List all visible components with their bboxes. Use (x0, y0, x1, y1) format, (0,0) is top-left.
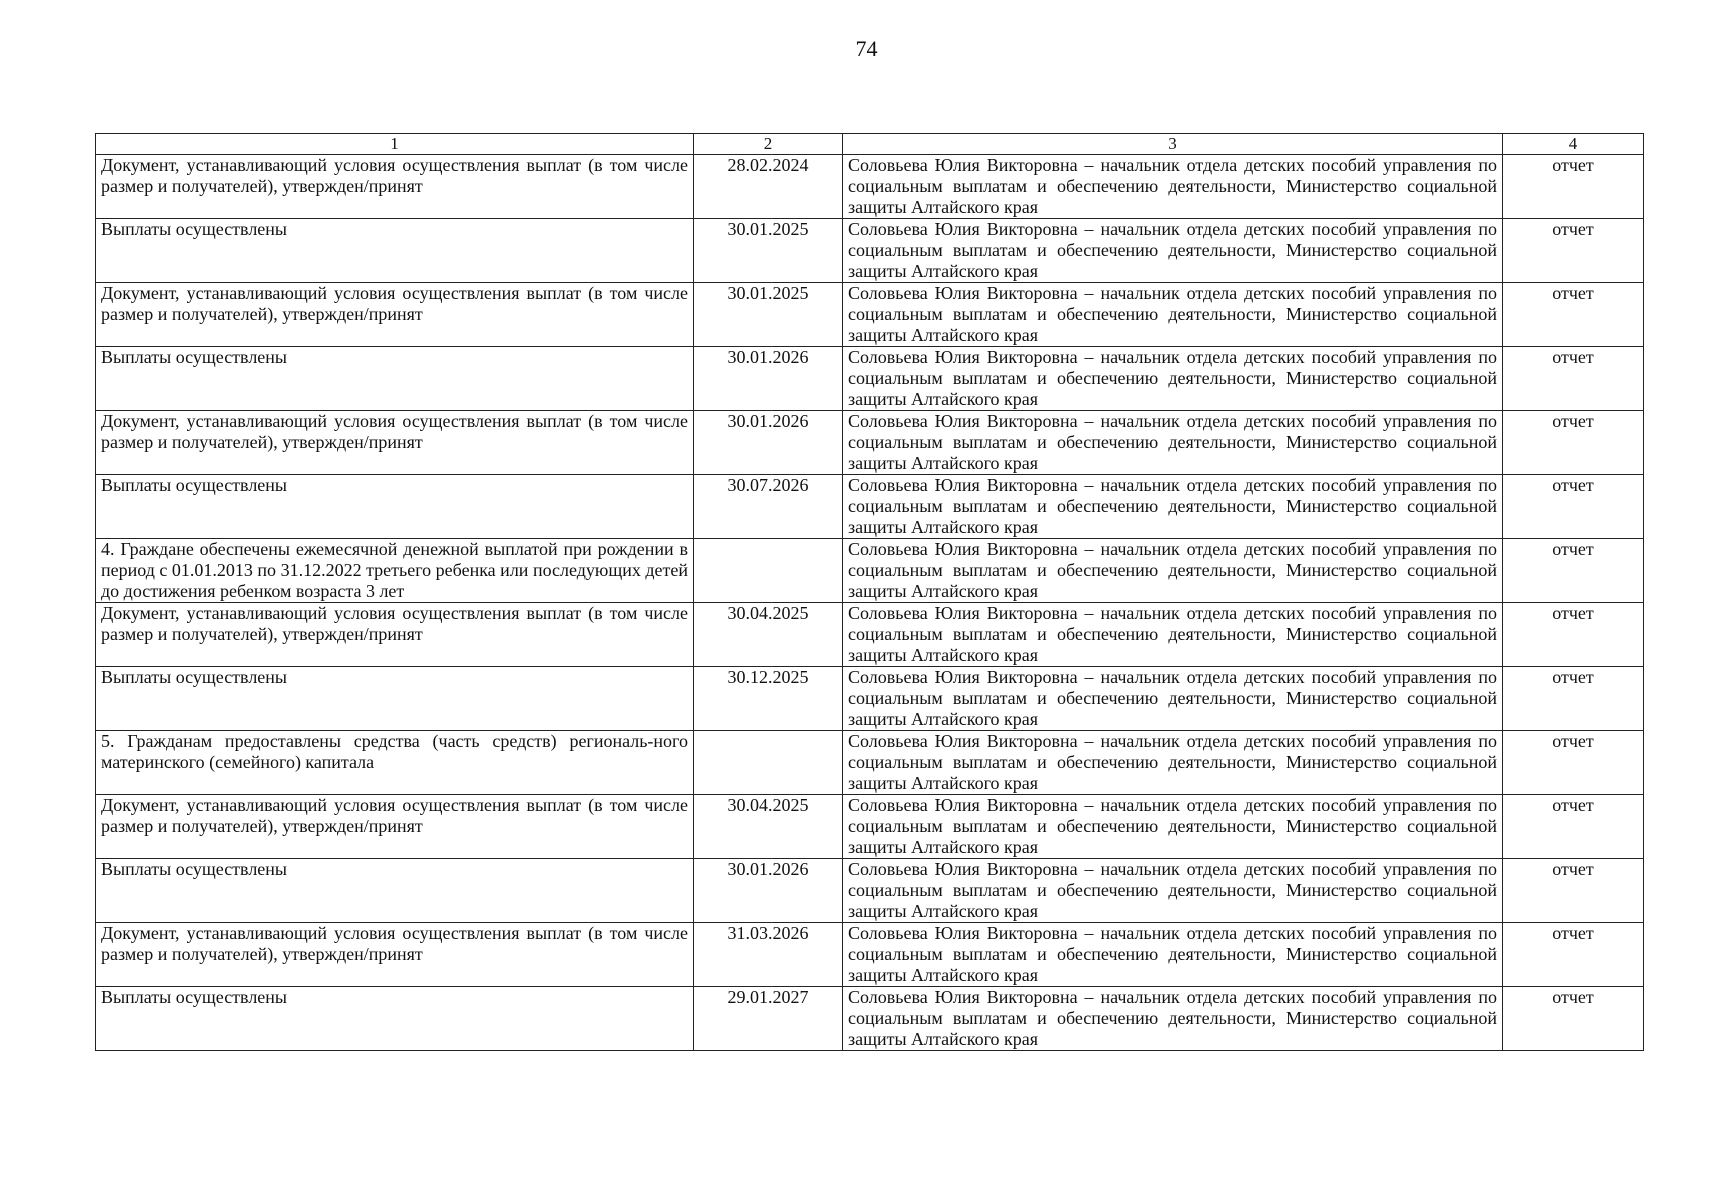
event-cell: Выплаты осуществлены (96, 475, 694, 539)
table-row (96, 731, 1644, 795)
header-cell-3: 3 (843, 134, 1503, 155)
header-cell-1: 1 (96, 134, 694, 155)
date-cell: 29.01.2027 (694, 987, 843, 1051)
date-cell: 30.04.2025 (694, 795, 843, 859)
table-row (96, 155, 1644, 219)
date-cell: 30.01.2026 (694, 347, 843, 411)
table-row (96, 795, 1644, 859)
document-cell: отчет (1503, 795, 1644, 859)
event-cell: Документ, устанавливающий условия осуществления выплат (в том числе размер и получателей), утвержден/принят (96, 795, 694, 859)
document-cell: отчет (1503, 347, 1644, 411)
responsible-cell: Соловьева Юлия Викторовна – начальник отдела детских пособий управления по социальным выплатам и обеспечению деятельности, Министерство социальной защиты Алтайского края (843, 283, 1503, 347)
document-cell: отчет (1503, 539, 1644, 603)
document-cell: отчет (1503, 411, 1644, 475)
document-cell: отчет (1503, 987, 1644, 1051)
table-row (96, 987, 1644, 1051)
responsible-cell: Соловьева Юлия Викторовна – начальник отдела детских пособий управления по социальным выплатам и обеспечению деятельности, Министерство социальной защиты Алтайского края (843, 539, 1503, 603)
event-cell: Документ, устанавливающий условия осуществления выплат (в том числе размер и получателей), утвержден/принят (96, 283, 694, 347)
event-cell: Выплаты осуществлены (96, 859, 694, 923)
table-row (96, 667, 1644, 731)
event-cell: 5. Гражданам предоставлены средства (часть средств) региональ-ного материнского (семейного) капитала (96, 731, 694, 795)
document-cell: отчет (1503, 923, 1644, 987)
date-cell: 30.01.2025 (694, 219, 843, 283)
header-cell-4: 4 (1503, 134, 1644, 155)
date-cell: 30.01.2026 (694, 411, 843, 475)
table-row (96, 347, 1644, 411)
events-table (95, 133, 1644, 1051)
table-header-row (96, 134, 1644, 155)
responsible-cell: Соловьева Юлия Викторовна – начальник отдела детских пособий управления по социальным выплатам и обеспечению деятельности, Министерство социальной защиты Алтайского края (843, 155, 1503, 219)
document-cell: отчет (1503, 859, 1644, 923)
responsible-cell: Соловьева Юлия Викторовна – начальник отдела детских пособий управления по социальным выплатам и обеспечению деятельности, Министерство социальной защиты Алтайского края (843, 475, 1503, 539)
document-cell: отчет (1503, 155, 1644, 219)
event-cell: Документ, устанавливающий условия осуществления выплат (в том числе размер и получателей), утвержден/принят (96, 603, 694, 667)
event-cell: Документ, устанавливающий условия осуществления выплат (в том числе размер и получателей), утвержден/принят (96, 155, 694, 219)
date-cell: 28.02.2024 (694, 155, 843, 219)
event-cell: Выплаты осуществлены (96, 667, 694, 731)
document-cell: отчет (1503, 475, 1644, 539)
table-row (96, 219, 1644, 283)
table-row (96, 475, 1644, 539)
document-cell: отчет (1503, 667, 1644, 731)
page-number: 74 (855, 36, 878, 61)
header-cell-2: 2 (694, 134, 843, 155)
responsible-cell: Соловьева Юлия Викторовна – начальник отдела детских пособий управления по социальным выплатам и обеспечению деятельности, Министерство социальной защиты Алтайского края (843, 667, 1503, 731)
event-cell: Документ, устанавливающий условия осуществления выплат (в том числе размер и получателей), утвержден/принят (96, 923, 694, 987)
table-row (96, 603, 1644, 667)
table-row (96, 923, 1644, 987)
event-cell: Выплаты осуществлены (96, 219, 694, 283)
responsible-cell: Соловьева Юлия Викторовна – начальник отдела детских пособий управления по социальным выплатам и обеспечению деятельности, Министерство социальной защиты Алтайского края (843, 795, 1503, 859)
responsible-cell: Соловьева Юлия Викторовна – начальник отдела детских пособий управления по социальным выплатам и обеспечению деятельности, Министерство социальной защиты Алтайского края (843, 219, 1503, 283)
table-row (96, 859, 1644, 923)
event-cell: Документ, устанавливающий условия осуществления выплат (в том числе размер и получателей), утвержден/принят (96, 411, 694, 475)
table-body (96, 134, 1644, 1051)
document-cell: отчет (1503, 283, 1644, 347)
document-cell: отчет (1503, 731, 1644, 795)
date-cell: 31.03.2026 (694, 923, 843, 987)
responsible-cell: Соловьева Юлия Викторовна – начальник отдела детских пособий управления по социальным выплатам и обеспечению деятельности, Министерство социальной защиты Алтайского края (843, 923, 1503, 987)
responsible-cell: Соловьева Юлия Викторовна – начальник отдела детских пособий управления по социальным выплатам и обеспечению деятельности, Министерство социальной защиты Алтайского края (843, 603, 1503, 667)
event-cell: Выплаты осуществлены (96, 987, 694, 1051)
responsible-cell: Соловьева Юлия Викторовна – начальник отдела детских пособий управления по социальным выплатам и обеспечению деятельности, Министерство социальной защиты Алтайского края (843, 347, 1503, 411)
date-cell (694, 539, 843, 603)
document-cell: отчет (1503, 219, 1644, 283)
date-cell: 30.01.2026 (694, 859, 843, 923)
responsible-cell: Соловьева Юлия Викторовна – начальник отдела детских пособий управления по социальным выплатам и обеспечению деятельности, Министерство социальной защиты Алтайского края (843, 859, 1503, 923)
document-cell: отчет (1503, 603, 1644, 667)
table-row (96, 539, 1644, 603)
date-cell: 30.04.2025 (694, 603, 843, 667)
date-cell: 30.01.2025 (694, 283, 843, 347)
responsible-cell: Соловьева Юлия Викторовна – начальник отдела детских пособий управления по социальным выплатам и обеспечению деятельности, Министерство социальной защиты Алтайского края (843, 411, 1503, 475)
responsible-cell: Соловьева Юлия Викторовна – начальник отдела детских пособий управления по социальным выплатам и обеспечению деятельности, Министерство социальной защиты Алтайского края (843, 987, 1503, 1051)
event-cell: 4. Граждане обеспечены ежемесячной денежной выплатой при рождении в период с 01.01.2013 по 31.12.2022 третьего ребенка или последующих детей до достижения ребенком возраста 3 лет (96, 539, 694, 603)
event-cell: Выплаты осуществлены (96, 347, 694, 411)
responsible-cell: Соловьева Юлия Викторовна – начальник отдела детских пособий управления по социальным выплатам и обеспечению деятельности, Министерство социальной защиты Алтайского края (843, 731, 1503, 795)
table-row (96, 411, 1644, 475)
date-cell (694, 731, 843, 795)
date-cell: 30.07.2026 (694, 475, 843, 539)
table-row (96, 283, 1644, 347)
date-cell: 30.12.2025 (694, 667, 843, 731)
